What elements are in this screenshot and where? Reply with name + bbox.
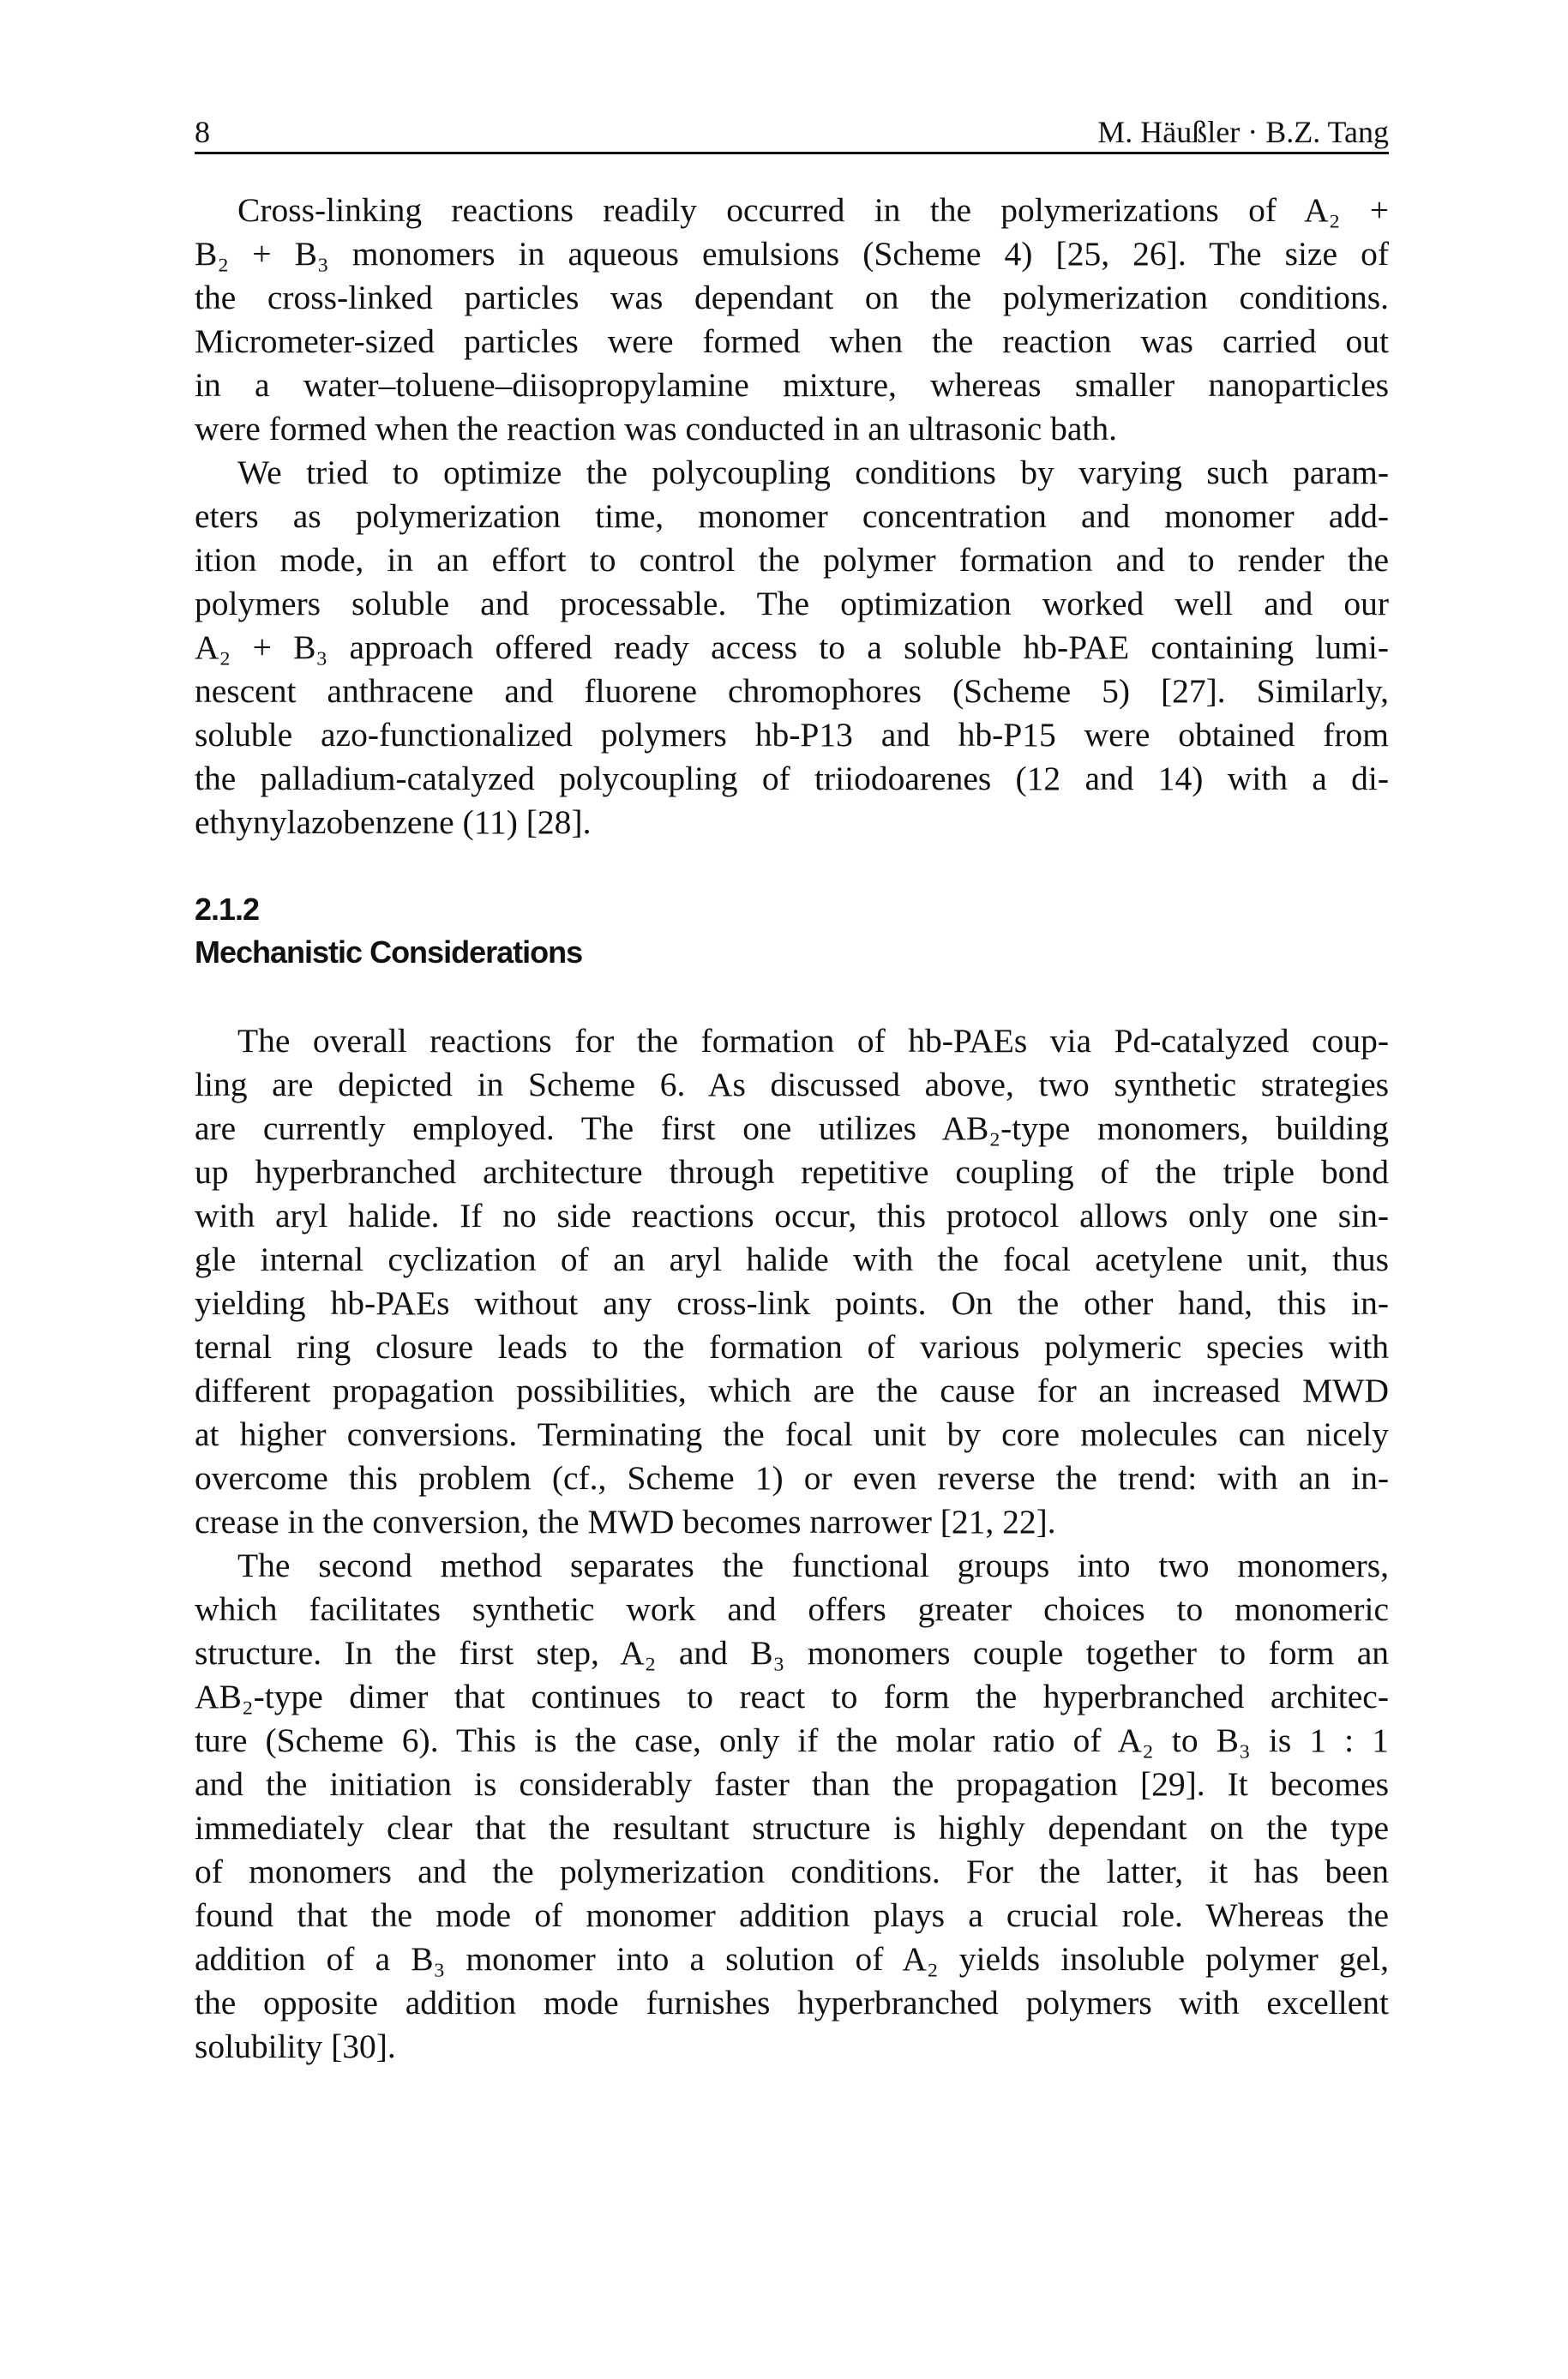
text-line: immediately clear that the resultant structure is highly dependant on the type [195,1809,1389,1847]
text-line: gle internal cyclization of an aryl halide with the focal acetylene unit, thus [195,1241,1389,1278]
text-line: Cross-linking reactions readily occurred in the polymerizations of A₂ + [237,191,1389,229]
text-line: We tried to optimize the polycoupling conditions by varying such param- [237,454,1389,491]
text-line: A₂ + B₃ approach offered ready access to a soluble hb-PAE containing lumi- [195,628,1389,666]
text-line: found that the mode of monomer addition plays a crucial role. Whereas the [195,1896,1389,1934]
text-line: different propagation possibilities, which are the cause for an increased MWD [195,1372,1389,1409]
text-line: polymers soluble and processable. The optimization worked well and our [195,585,1389,622]
text-line: and the initiation is considerably faster than the propagation [29]. It becomes [195,1765,1389,1803]
text-line: in a water–toluene–diisopropylamine mixture, whereas smaller nanoparticles [195,366,1389,404]
text-line: which facilitates synthetic work and offers greater choices to monomeric [195,1590,1389,1628]
text-line: Micrometer-sized particles were formed when the reaction was carried out [195,322,1389,360]
running-header-authors: M. Häußler · B.Z. Tang [1097,115,1389,149]
running-header [195,111,1389,153]
text-line: the cross-linked particles was dependant on the polymerization conditions. [195,279,1389,316]
text-line: at higher conversions. Terminating the focal unit by core molecules can nicely [195,1415,1389,1453]
text-line: ling are depicted in Scheme 6. As discussed above, two synthetic strategies [195,1066,1389,1103]
text-line: ternal ring closure leads to the formation of various polymeric species with [195,1328,1389,1366]
page-number: 8 [195,115,210,149]
body-text-top [195,189,1389,844]
paragraph [195,1544,1389,2069]
text-line: crease in the conversion, the MWD becomes narrower [21, 22]. [195,1503,1056,1541]
text-line: solubility [30]. [195,2028,396,2065]
text-line: The second method separates the functional groups into two monomers, [237,1547,1389,1584]
text-line: with aryl halide. If no side reactions occur, this protocol allows only one sin- [195,1197,1389,1235]
text-line: are currently employed. The first one utilizes AB₂-type monomers, building [195,1109,1389,1147]
text-line: were formed when the reaction was conducted in an ultrasonic bath. [195,410,1117,448]
paragraph [195,189,1389,451]
text-line: overcome this problem (cf., Scheme 1) or even reverse the trend: with an in- [195,1459,1389,1497]
text-line: the opposite addition mode furnishes hyperbranched polymers with excellent [195,1984,1389,2022]
text-line: yielding hb-PAEs without any cross-link points. On the other hand, this in- [195,1284,1389,1322]
text-line: the palladium-catalyzed polycoupling of triiodoarenes (12 and 14) with a di- [195,760,1389,797]
text-line: AB₂-type dimer that continues to react to form the hyperbranched architec- [195,1678,1389,1715]
text-line: The overall reactions for the formation of hb-PAEs via Pd-catalyzed coup- [237,1022,1389,1060]
text-line: ition mode, in an effort to control the polymer formation and to render the [195,541,1389,579]
body-text-bottom [195,1019,1389,2069]
section-number: 2.1.2 [195,892,260,927]
text-line: of monomers and the polymerization conditions. For the latter, it has been [195,1853,1389,1890]
text-line: ethynylazobenzene (11) [28]. [195,803,592,841]
text-line: structure. In the first step, A₂ and B₃ monomers couple together to form an [195,1634,1389,1672]
text-line: eters as polymerization time, monomer concentration and monomer add- [195,497,1389,535]
text-line: addition of a B₃ monomer into a solution of A₂ yields insoluble polymer gel, [195,1940,1389,1978]
paragraph [195,1019,1389,1544]
text-line: up hyperbranched architecture through repetitive coupling of the triple bond [195,1153,1389,1191]
paragraph [195,451,1389,844]
header-rule [195,152,1389,154]
text-line: nescent anthracene and fluorene chromophores (Scheme 5) [27]. Similarly, [195,672,1389,710]
section-title: Mechanistic Considerations [195,934,583,970]
text-line: soluble azo-functionalized polymers hb-P13 and hb-P15 were obtained from [195,716,1389,754]
text-line: B₂ + B₃ monomers in aqueous emulsions (Scheme 4) [25, 26]. The size of [195,235,1389,273]
text-line: ture (Scheme 6). This is the case, only if the molar ratio of A₂ to B₃ is 1 : 1 [195,1721,1389,1759]
